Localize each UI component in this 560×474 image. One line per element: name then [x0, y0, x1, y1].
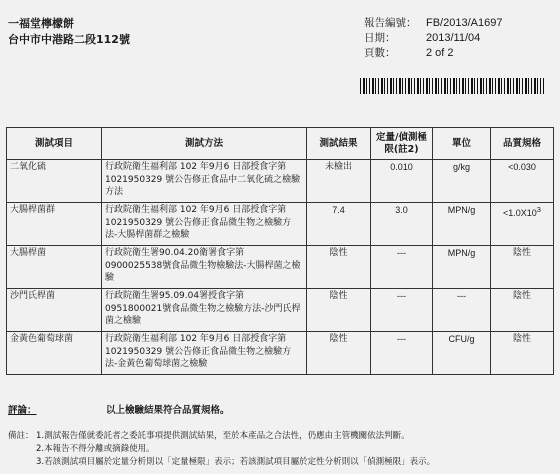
note-item: 1.測試報告僅就委託者之委託事項提供測試結果，至於本產品之合法性，仍應由主管機關依法判斷。 [36, 431, 410, 441]
report-pages-label: 頁數： [364, 47, 396, 59]
cell-unit: MPN/g [433, 203, 491, 246]
report-date: 2013/11/04 [426, 32, 481, 44]
note-row [8, 430, 435, 443]
header-item: 測試項目 [7, 128, 102, 160]
cell-method: 行政院衛生福利部 102 年9月6 日部授食字第 1021950329 號公告修正食品中二氧化硫之檢驗方法 [102, 160, 307, 203]
header-result: 測試結果 [307, 128, 371, 160]
report-pages-row [364, 46, 502, 61]
report-meta [364, 16, 502, 61]
cell-unit: g/kg [433, 160, 491, 203]
cell-result: 7.4 [307, 203, 371, 246]
cell-limit: 0.010 [371, 160, 433, 203]
report-number-label: 報告編號： [364, 17, 417, 29]
table-row [7, 332, 554, 375]
cell-unit: --- [433, 289, 491, 332]
company-name: 一福堂檸檬餅 [8, 17, 74, 30]
barcode [360, 78, 544, 94]
table-row [7, 246, 554, 289]
company-address: 台中市中港路二段112號 [8, 33, 130, 46]
summary-label: 評論： [8, 405, 37, 416]
company-block [8, 16, 130, 48]
cell-limit: 3.0 [371, 203, 433, 246]
header-method: 測試方法 [102, 128, 307, 160]
table-row [7, 203, 554, 246]
table-row [7, 289, 554, 332]
cell-limit: --- [371, 289, 433, 332]
cell-spec: 陰性 [491, 332, 554, 375]
cell-unit: MPN/g [433, 246, 491, 289]
summary-text: 以上檢驗結果符合品質規格。 [106, 405, 230, 416]
cell-result: 陰性 [307, 289, 371, 332]
header-spec: 品質規格 [491, 128, 554, 160]
note-item: 2.本報告不得分離或摘錄使用。 [36, 444, 155, 454]
spec-exponent: 3 [536, 205, 541, 214]
cell-spec [491, 203, 554, 246]
report-number-row [364, 16, 502, 31]
cell-method: 行政院衛生福利部 102 年9月6 日部授食字第 1021950329 號公告修正食品微生物之檢驗方法-大腸桿菌群之檢驗 [102, 203, 307, 246]
results-table [6, 127, 554, 375]
cell-result: 陰性 [307, 246, 371, 289]
cell-spec: 陰性 [491, 289, 554, 332]
table-row [7, 160, 554, 203]
cell-spec: 陰性 [491, 246, 554, 289]
cell-method: 行政院衛生福利部 102 年9月6 日部授食字第 1021950329 號公告修正食品微生物之檢驗方法-金黃色葡萄球菌之檢驗 [102, 332, 307, 375]
summary [8, 402, 230, 416]
cell-method: 行政院衛生署90.04.20衛署食字第 0900025538號食品微生物檢驗法-大腸桿菌之檢驗 [102, 246, 307, 289]
table-header-row [7, 128, 554, 160]
notes [8, 430, 435, 469]
cell-result: 未檢出 [307, 160, 371, 203]
spec-value: <1.0X10 [503, 208, 537, 218]
cell-item: 大腸桿菌群 [7, 203, 102, 246]
header-limit: 定量/偵測極限(註2) [371, 128, 433, 160]
cell-item: 金黃色葡萄球菌 [7, 332, 102, 375]
report-date-row [364, 31, 502, 46]
note-row [8, 443, 435, 456]
cell-method: 行政院衛生署95.09.04署授食字第 0951800021號食品微生物之檢驗方法-沙門氏桿菌之檢驗 [102, 289, 307, 332]
report-pages: 2 of 2 [426, 47, 454, 59]
cell-spec: <0.030 [491, 160, 554, 203]
note-item: 3.若該測試項目屬於定量分析則以「定量極限」表示；若該測試項目屬於定性分析則以「偵測極限」表示。 [36, 457, 436, 467]
header-unit: 單位 [433, 128, 491, 160]
cell-result: 陰性 [307, 332, 371, 375]
cell-unit: CFU/g [433, 332, 491, 375]
notes-label: 備註： [8, 431, 34, 441]
cell-limit: --- [371, 332, 433, 375]
report-number: FB/2013/A1697 [426, 17, 503, 29]
cell-item: 二氧化硫 [7, 160, 102, 203]
cell-item: 大腸桿菌 [7, 246, 102, 289]
cell-item: 沙門氏桿菌 [7, 289, 102, 332]
report-date-label: 日期： [364, 32, 396, 44]
cell-limit: --- [371, 246, 433, 289]
note-row [8, 456, 435, 469]
